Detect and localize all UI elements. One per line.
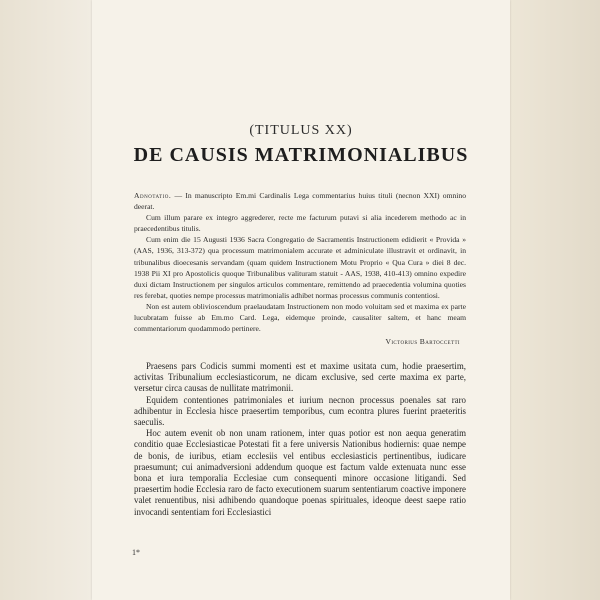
book-page xyxy=(92,0,510,600)
annotation-paragraph: Non est autem oblivioscendum praelaudatam Instructionem non modo voluitam sed et maxima ex parte lucubratam fuisse ab Em.mo Card. Lega, eidemque proinde, causaliter saltem, et hanc meam commentariorum quodammodo pertinere. xyxy=(134,301,466,334)
body-paragraph: Hoc autem evenit ob non unam rationem, inter quas potior est non aequa generatim conditio quae Ecclesiasticae Potestati fit a fere universis Nationibus hodiernis: quae nempe de bonis, de iuribus, etiam ecclesiis vel entibus ecclesiasticis pertinentibus, iudicare praesumunt; cui animadversioni addendum quoque est factum valde extenuata nunc esse bona et iura temporalia Ecclesiae cum consequenti minore occasione litigandi. Sed praesertim hodie Ecclesia raro de facto executionem suarum sententiarum coactive imponere valet renuentibus, nisi adhibendo quandoque poenas spirituales, ideoque deest saepe ratio invocandi sententiam fori Ecclesiastici xyxy=(134,428,466,517)
body-text xyxy=(134,361,466,518)
book-gutter xyxy=(0,0,92,600)
annotation-paragraph xyxy=(134,190,466,212)
body-paragraph: Equidem contentiones patrimoniales et iurium necnon processus poenales sat raro adhibentur in Ecclesia hisce praesertim temporibus, cum econtra plures fuerint praeteritis saeculis. xyxy=(134,394,466,428)
annotation-paragraph: Cum illum parare ex integro aggrederer, recte me facturum putavi si alia incederem methodo ac in praecedentibus titulis. xyxy=(134,213,466,234)
annotation-block xyxy=(134,190,466,347)
page-title: DE CAUSIS MATRIMONIALIBUS xyxy=(133,144,469,166)
author-signature: Victorius Bartoccetti xyxy=(385,337,460,347)
annotation-text: — In manuscripto Em.mi Cardinalis Lega commentarius huius tituli (necnon XXI) omnino deerat. xyxy=(134,191,466,212)
annotation-label: Adnotatio. xyxy=(134,191,172,200)
annotation-paragraph: Cum enim die 15 Augusti 1936 Sacra Congregatio de Sacramentis Instructionem edidierit « Provida » (AAS, 1936, 313-372) qua processum matrimonialem accurate et adminiculate illustravit et ordinavit, in tribunalibus dioecesanis servandam (quam quidem Instructionem Motu Proprio « Qua Cura » diei 8 dec. 1938 Pii XI pro Apostolicis quoque Tribunalibus valituram statuit - AAS, 1938, 410-413) omnino expedire duxi dictam Instructionem per singulos articulos commentare, remittendo ad praecedentia volumina quoties res ferebat, quoties nempe processus matrimonialis adhibet normas processus communis contentiosi. xyxy=(134,235,466,300)
title-number: (TITULUS XX) xyxy=(249,123,353,138)
signature-mark: 1* xyxy=(132,548,140,557)
body-paragraph: Praesens pars Codicis summi momenti est et maxime usitata cum, hodie praesertim, activitas Tribunalium ecclesiasticorum, ne dicam exclusive, sed certe maxima ex parte, versetur circa causas de nullitate matrimonii. xyxy=(134,361,466,394)
page-edge xyxy=(510,0,600,600)
